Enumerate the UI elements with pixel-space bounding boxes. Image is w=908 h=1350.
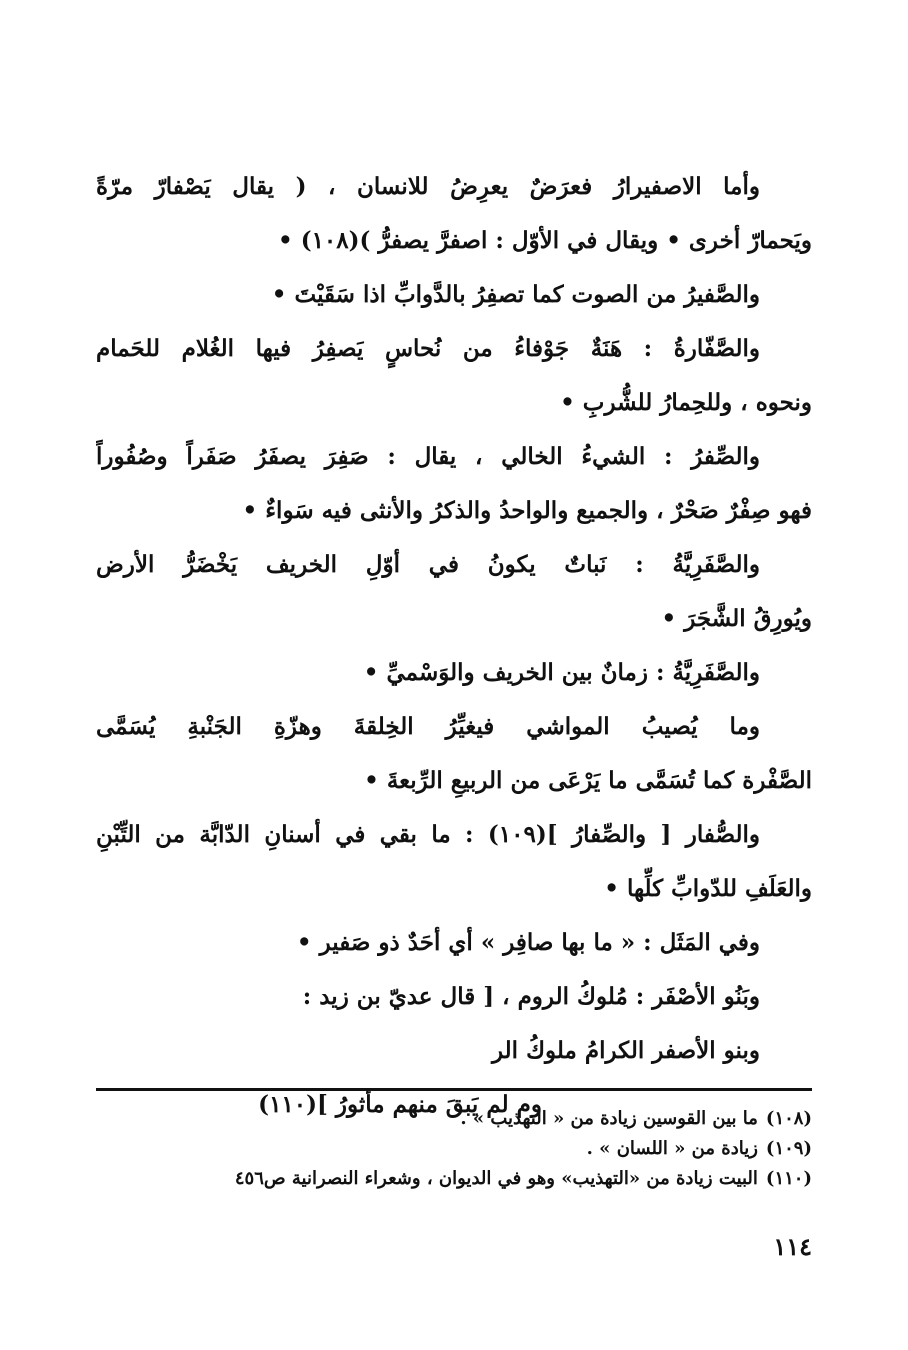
main-text-block xyxy=(96,160,812,1132)
text-line: وما يُصيبُ المواشي فيغيِّرُ الخِلقةَ وهزّةِ الجَنْبةِ يُسَمَّى xyxy=(96,713,760,740)
text-line: والعَلَفِ للدّوابِّ كلِّها • xyxy=(604,875,812,902)
verse-line: وبنو الأصفر الكرامُ ملوكُ الر xyxy=(491,1037,760,1064)
text-line: ويُورِقُ الشَّجَرَ • xyxy=(661,605,812,632)
text-line: والصِّفرُ : الشيءُ الخالي ، يقال : صَفِرَ يصفَرُ صَفَراً وصُفُوراً xyxy=(96,443,760,470)
footnotes xyxy=(96,1104,812,1194)
text-line: والصُّفار [ والصِّفارُ ](١٠٩) : ما بقي في أسنانِ الدّابَّة من التِّبْنِ xyxy=(96,821,760,848)
text-line: فهو صِفْرٌ صَحْرٌ ، والجميع والواحدُ والذكرُ والأنثى فيه سَواءٌ • xyxy=(242,497,812,524)
footnote-text: ما بين القوسين زيادة من « التهذيب » . xyxy=(460,1108,758,1129)
verse-line: وم لم يَبقَ منهم مأثورُ ](١١٠) xyxy=(258,1091,542,1118)
text-line: ويَحمارّ أخرى • ويقال في الأوّل : اصفرَّ يصفرُّ )(١٠٨) • xyxy=(277,227,812,254)
footnote-text: زيادة من « اللسان » . xyxy=(586,1138,758,1159)
text-line: والصَّفّارةُ : هَنَةٌ جَوْفاءُ من نُحاسٍ يَصفِرُ فيها الغُلام للحَمام xyxy=(96,335,760,362)
text-line: والصَّفَرِيَّةُ : نَباتٌ يكونُ في أوّلِ الخريف يَخْضَرُّ الأرض xyxy=(96,551,760,578)
footnote-number: (١١٠) xyxy=(765,1168,812,1189)
footnote-divider xyxy=(96,1088,812,1091)
text-line: الصَّفْرة كما تُسَمَّى ما يَرْعَى من الربيعِ الرِّبعةَ • xyxy=(364,767,812,794)
footnote-item xyxy=(96,1104,812,1134)
text-line: وبَنُو الأصْفَر : مُلوكُ الروم ، [ قال عديّ بن زيد : xyxy=(302,983,760,1010)
footnote-item xyxy=(96,1134,812,1164)
footnote-item xyxy=(96,1164,812,1194)
text-line: والصَّفَرِيَّةُ : زمانٌ بين الخريف والوَسْميِّ • xyxy=(363,659,760,686)
text-line: والصَّفيرُ من الصوت كما تصفِرُ بالدَّوابِّ اذا سَقَيْتَ • xyxy=(271,281,760,308)
footnote-number: (١٠٩) xyxy=(765,1138,812,1159)
text-line: ونحوه ، وللحِمارُ للشُّربِ • xyxy=(560,389,812,416)
footnote-number: (١٠٨) xyxy=(765,1108,812,1129)
text-line: وفي المَثَل : « ما بها صافِر » أي أحَدٌ ذو صَفير • xyxy=(296,929,760,956)
text-line: وأما الاصفيرارُ فعرَضٌ يعرِضُ للانسان ، ( يقال يَصْفارّ مرّةً xyxy=(96,173,760,200)
page-number: ١١٤ xyxy=(773,1232,812,1261)
footnote-text: البيت زيادة من «التهذيب» وهو في الديوان ، وشعراء النصرانية ص٤٥٦ xyxy=(234,1168,758,1189)
